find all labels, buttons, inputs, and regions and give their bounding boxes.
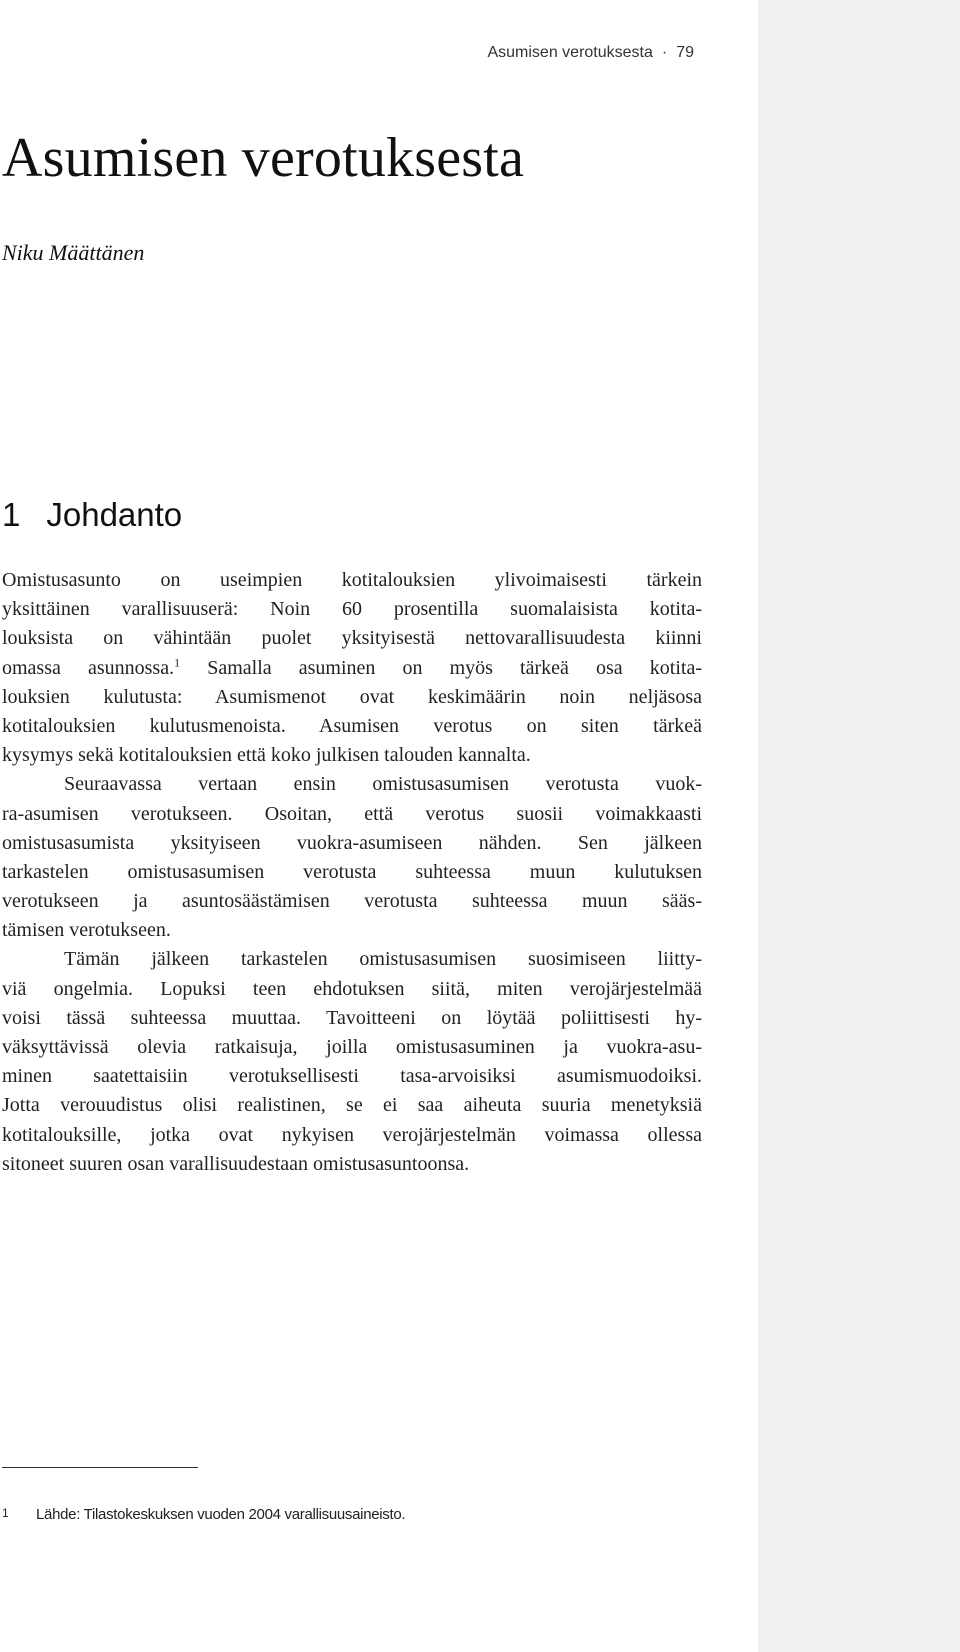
section-title: Johdanto bbox=[46, 496, 183, 533]
text-line: Seuraavassa vertaan ensin omistusasumisen verotusta vuok- bbox=[64, 773, 702, 796]
paragraph-2 bbox=[2, 770, 702, 945]
text-line: kotitalouksien kulutusmenoista. Asumisen verotus on siten tärkeä bbox=[2, 714, 702, 737]
section-number: 1 bbox=[2, 496, 21, 533]
footnote-reference: 1 bbox=[174, 654, 181, 669]
text-line: louksien kulutusta: Asumismenot ovat keskimäärin noin neljäsosa bbox=[2, 685, 702, 708]
paragraph-1 bbox=[2, 566, 702, 770]
text-line: väksyttävissä olevia ratkaisuja, joilla omistusasuminen ja vuokra-asu- bbox=[2, 1036, 702, 1058]
text-line: viä ongelmia. Lopuksi teen ehdotuksen siitä, miten verojärjestelmää bbox=[2, 977, 702, 1000]
text-line: minen saatettaisiin verotuksellisesti tasa-arvoisiksi asumismuodoiksi. bbox=[2, 1065, 702, 1088]
text-line-with-footnote bbox=[2, 654, 702, 683]
footnote-text: Lähde: Tilastokeskuksen vuoden 2004 varallisuusaineisto. bbox=[36, 1506, 406, 1523]
text-line: kysymys sekä kotitalouksien että koko julkisen talouden kannalta. bbox=[2, 744, 531, 767]
section-heading bbox=[2, 496, 182, 534]
text-line: Tämän jälkeen tarkastelen omistusasumisen suosimiseen liitty- bbox=[64, 948, 702, 971]
text-line: Omistusasunto on useimpien kotitalouksien ylivoimaisesti tärkein bbox=[2, 569, 702, 591]
text-line: tarkastelen omistusasumisen verotusta suhteessa muun kulutuksen bbox=[2, 860, 702, 883]
footnote bbox=[2, 1506, 405, 1523]
text-line: tämisen verotukseen. bbox=[2, 919, 171, 942]
text-line: verotukseen ja asuntosäästämisen verotusta suhteessa muun sääs- bbox=[2, 890, 702, 913]
text-line: voisi tässä suhteessa muuttaa. Tavoitteeni on löytää poliittisesti hy- bbox=[2, 1006, 702, 1029]
article-title: Asumisen verotuksesta bbox=[2, 127, 525, 189]
running-title: Asumisen verotuksesta bbox=[487, 44, 653, 61]
paragraph-3 bbox=[2, 945, 702, 1179]
margin-strip bbox=[758, 0, 960, 1652]
text-line: yksittäinen varallisuuserä: Noin 60 prosentilla suomalaisista kotita- bbox=[2, 598, 702, 621]
text-segment: Samalla asuminen on myös tärkeä osa kotita- bbox=[180, 656, 702, 679]
text-line: ra-asumisen verotukseen. Osoitan, että verotus suosii voimakkaasti bbox=[2, 802, 702, 825]
body-text bbox=[2, 566, 702, 1179]
running-header bbox=[487, 44, 694, 62]
footnote-divider bbox=[2, 1467, 198, 1468]
footnote-number: 1 bbox=[2, 1506, 9, 1520]
text-line: Jotta verouudistus olisi realistinen, se ei saa aiheuta suuria menetyksiä bbox=[2, 1094, 702, 1117]
text-line: omistusasumista yksityiseen vuokra-asumiseen nähden. Sen jälkeen bbox=[2, 831, 702, 854]
text-line: sitoneet suuren osan varallisuudestaan omistusasuntoonsa. bbox=[2, 1152, 470, 1175]
page-number: 79 bbox=[676, 44, 694, 61]
text-line: louksista on vähintään puolet yksityisestä nettovarallisuudesta kiinni bbox=[2, 627, 702, 650]
header-separator: · bbox=[661, 44, 668, 61]
article-author: Niku Määttänen bbox=[2, 240, 145, 265]
text-segment: omassa asunnossa. bbox=[2, 656, 175, 679]
text-line: kotitalouksille, jotka ovat nykyisen verojärjestelmän voimassa ollessa bbox=[2, 1123, 702, 1146]
